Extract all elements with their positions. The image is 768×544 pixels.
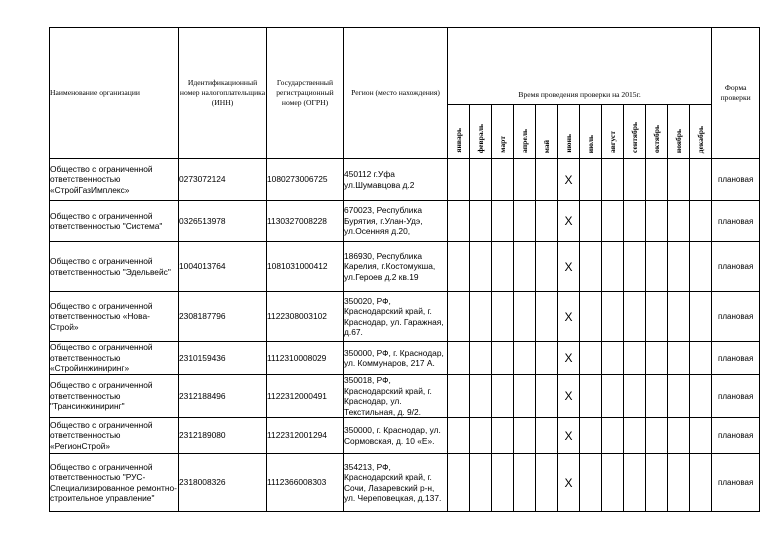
month-cell bbox=[690, 454, 712, 512]
month-cell bbox=[448, 159, 470, 201]
month-cell bbox=[624, 375, 646, 418]
month-cell bbox=[668, 292, 690, 342]
header-period: Время проведения проверки на 2015г. bbox=[448, 28, 712, 105]
month-cell bbox=[646, 454, 668, 512]
region-cell: 350020, РФ, Краснодарский край, г. Краснодар, ул. Гаражная, д.67. bbox=[344, 292, 448, 342]
region-cell: 186930, Республика Карелия, г.Костомукша, ул.Героев д.2 кв.19 bbox=[344, 242, 448, 292]
form-cell: плановая bbox=[712, 242, 760, 292]
month-cell bbox=[646, 201, 668, 242]
month-cell bbox=[470, 418, 492, 454]
org-name-cell: Общество с ограниченной ответственностью «РегионСтрой» bbox=[50, 418, 179, 454]
month-cell bbox=[602, 418, 624, 454]
month-header bbox=[558, 105, 580, 159]
month-mark: X bbox=[558, 201, 580, 242]
month-cell bbox=[624, 292, 646, 342]
header-ogrn: Государственный регистрационный номер (ОГРН) bbox=[267, 28, 344, 159]
month-cell bbox=[470, 201, 492, 242]
month-label: август bbox=[608, 130, 617, 153]
month-cell bbox=[492, 201, 514, 242]
month-label: март bbox=[498, 136, 507, 153]
month-label: декабрь bbox=[696, 125, 706, 153]
month-mark: X bbox=[558, 292, 580, 342]
month-cell bbox=[448, 342, 470, 375]
month-cell bbox=[448, 201, 470, 242]
month-header bbox=[536, 105, 558, 159]
month-cell bbox=[624, 159, 646, 201]
month-cell bbox=[514, 454, 536, 512]
ogrn-cell: 1081031000412 bbox=[267, 242, 344, 292]
month-cell bbox=[536, 242, 558, 292]
month-mark: X bbox=[558, 454, 580, 512]
form-cell: плановая bbox=[712, 292, 760, 342]
ogrn-cell: 1080273006725 bbox=[267, 159, 344, 201]
month-cell bbox=[492, 292, 514, 342]
month-cell bbox=[536, 418, 558, 454]
month-label: ноябрь bbox=[674, 128, 683, 153]
month-cell bbox=[580, 159, 602, 201]
month-cell bbox=[602, 375, 624, 418]
month-cell bbox=[690, 418, 712, 454]
month-cell bbox=[602, 242, 624, 292]
region-cell: 350000, РФ, г. Краснодар, ул. Коммунаров, 217 А. bbox=[344, 342, 448, 375]
header-form: Форма проверки bbox=[712, 28, 760, 159]
month-cell bbox=[602, 292, 624, 342]
ogrn-cell: 1122312001294 bbox=[267, 418, 344, 454]
month-cell bbox=[690, 242, 712, 292]
month-cell bbox=[448, 454, 470, 512]
month-cell bbox=[690, 342, 712, 375]
month-cell bbox=[602, 201, 624, 242]
month-cell bbox=[580, 418, 602, 454]
month-header bbox=[448, 105, 470, 159]
month-mark: X bbox=[558, 418, 580, 454]
month-cell bbox=[470, 375, 492, 418]
org-name-cell: Общество с ограниченной ответственностью «Нова-Строй» bbox=[50, 292, 179, 342]
month-cell bbox=[492, 342, 514, 375]
month-cell bbox=[668, 375, 690, 418]
month-cell bbox=[580, 342, 602, 375]
month-cell bbox=[580, 292, 602, 342]
month-cell bbox=[668, 159, 690, 201]
region-cell: 354213, РФ, Краснодарский край, г. Сочи, Лазаревский р-н, ул. Череповецкая, д.137. bbox=[344, 454, 448, 512]
month-cell bbox=[470, 242, 492, 292]
month-header bbox=[690, 105, 712, 159]
month-header bbox=[668, 105, 690, 159]
table-row bbox=[50, 375, 760, 418]
form-cell: плановая bbox=[712, 342, 760, 375]
month-cell bbox=[470, 292, 492, 342]
month-cell bbox=[492, 159, 514, 201]
month-cell bbox=[536, 159, 558, 201]
month-label: январь bbox=[454, 128, 463, 153]
ogrn-cell: 1122312000491 bbox=[267, 375, 344, 418]
month-header bbox=[492, 105, 514, 159]
table-row bbox=[50, 159, 760, 201]
month-header bbox=[646, 105, 668, 159]
region-cell: 350000, г. Краснодар, ул. Сормовская, д. 10 «Е». bbox=[344, 418, 448, 454]
form-cell: плановая bbox=[712, 454, 760, 512]
ogrn-cell: 1112310008029 bbox=[267, 342, 344, 375]
header-inn: Идентификационный номер налогоплательщика (ИНН) bbox=[179, 28, 267, 159]
org-name-cell: Общество с ограниченной ответственностью "РУС-Специализированное ремонтно-строительное управление" bbox=[50, 454, 179, 512]
org-name-cell: Общество с ограниченной ответственностью "Эдельвейс" bbox=[50, 242, 179, 292]
month-cell bbox=[448, 242, 470, 292]
month-cell bbox=[492, 418, 514, 454]
region-cell: 450112 г.Уфа ул.Шумавцова д.2 bbox=[344, 159, 448, 201]
form-cell: плановая bbox=[712, 201, 760, 242]
month-cell bbox=[602, 454, 624, 512]
month-cell bbox=[624, 201, 646, 242]
month-cell bbox=[514, 418, 536, 454]
month-cell bbox=[536, 292, 558, 342]
inn-cell: 2308187796 bbox=[179, 292, 267, 342]
month-cell bbox=[492, 375, 514, 418]
inn-cell: 2310159436 bbox=[179, 342, 267, 375]
org-name-cell: Общество с ограниченной ответственностью «Стройинжиниринг» bbox=[50, 342, 179, 375]
month-cell bbox=[536, 201, 558, 242]
inspection-plan-table bbox=[49, 27, 760, 512]
month-cell bbox=[668, 201, 690, 242]
table-row bbox=[50, 242, 760, 292]
month-cell bbox=[580, 454, 602, 512]
month-mark: X bbox=[558, 242, 580, 292]
month-cell bbox=[580, 201, 602, 242]
month-cell bbox=[580, 242, 602, 292]
month-cell bbox=[602, 159, 624, 201]
month-header bbox=[470, 105, 492, 159]
table-row bbox=[50, 454, 760, 512]
form-cell: плановая bbox=[712, 418, 760, 454]
month-cell bbox=[470, 454, 492, 512]
ogrn-cell: 1122308003102 bbox=[267, 292, 344, 342]
month-cell bbox=[492, 454, 514, 512]
inn-cell: 2318008326 bbox=[179, 454, 267, 512]
month-cell bbox=[690, 292, 712, 342]
month-cell bbox=[624, 242, 646, 292]
month-cell bbox=[514, 242, 536, 292]
month-cell bbox=[602, 342, 624, 375]
month-mark: X bbox=[558, 342, 580, 375]
inn-cell: 1004013764 bbox=[179, 242, 267, 292]
month-cell bbox=[514, 159, 536, 201]
inn-cell: 0273072124 bbox=[179, 159, 267, 201]
month-label: апрель bbox=[520, 129, 529, 153]
month-cell bbox=[448, 418, 470, 454]
month-cell bbox=[448, 292, 470, 342]
month-label: сентябрь bbox=[630, 122, 639, 153]
table-row bbox=[50, 418, 760, 454]
month-label: июнь bbox=[564, 134, 573, 153]
ogrn-cell: 1112366008303 bbox=[267, 454, 344, 512]
month-cell bbox=[470, 159, 492, 201]
month-cell bbox=[646, 159, 668, 201]
month-header bbox=[624, 105, 646, 159]
month-cell bbox=[514, 375, 536, 418]
month-label: октябрь bbox=[652, 125, 661, 153]
table-row bbox=[50, 292, 760, 342]
month-cell bbox=[646, 292, 668, 342]
month-cell bbox=[624, 418, 646, 454]
month-cell bbox=[668, 454, 690, 512]
month-cell bbox=[514, 201, 536, 242]
table-body bbox=[50, 159, 760, 512]
org-name-cell: Общество с ограниченной ответственностью "Система" bbox=[50, 201, 179, 242]
month-header bbox=[514, 105, 536, 159]
month-cell bbox=[470, 342, 492, 375]
month-label: май bbox=[542, 139, 551, 153]
region-cell: 670023, Республика Бурятия, г.Улан-Удэ, ул.Осенняя д.20, bbox=[344, 201, 448, 242]
month-cell bbox=[646, 342, 668, 375]
month-cell bbox=[514, 292, 536, 342]
month-mark: X bbox=[558, 375, 580, 418]
month-label: июль bbox=[586, 134, 595, 153]
org-name-cell: Общество с ограниченной ответственностью «СтройГазИмплекс» bbox=[50, 159, 179, 201]
month-header bbox=[580, 105, 602, 159]
month-cell bbox=[536, 454, 558, 512]
form-cell: плановая bbox=[712, 375, 760, 418]
region-cell: 350018, РФ, Краснодарский край, г. Краснодар, ул. Текстильная, д. 9/2. bbox=[344, 375, 448, 418]
month-header bbox=[602, 105, 624, 159]
month-cell bbox=[690, 159, 712, 201]
header-region: Регион (место нахождения) bbox=[344, 28, 448, 159]
header-org: Наименование организации bbox=[50, 28, 179, 159]
table-row bbox=[50, 342, 760, 375]
month-cell bbox=[668, 418, 690, 454]
month-cell bbox=[514, 342, 536, 375]
month-cell bbox=[668, 242, 690, 292]
form-cell: плановая bbox=[712, 159, 760, 201]
month-cell bbox=[690, 201, 712, 242]
month-cell bbox=[646, 375, 668, 418]
month-mark: X bbox=[558, 159, 580, 201]
ogrn-cell: 1130327008228 bbox=[267, 201, 344, 242]
month-cell bbox=[624, 342, 646, 375]
month-cell bbox=[580, 375, 602, 418]
inn-cell: 2312188496 bbox=[179, 375, 267, 418]
inn-cell: 2312189080 bbox=[179, 418, 267, 454]
org-name-cell: Общество с ограниченной ответственностью "Трансинжиниринг" bbox=[50, 375, 179, 418]
month-cell bbox=[646, 242, 668, 292]
inn-cell: 0326513978 bbox=[179, 201, 267, 242]
month-label: февраль bbox=[476, 123, 485, 153]
month-cell bbox=[536, 342, 558, 375]
month-cell bbox=[690, 375, 712, 418]
month-cell bbox=[624, 454, 646, 512]
table-row bbox=[50, 201, 760, 242]
month-cell bbox=[448, 375, 470, 418]
month-cell bbox=[646, 418, 668, 454]
month-cell bbox=[536, 375, 558, 418]
month-cell bbox=[668, 342, 690, 375]
month-cell bbox=[492, 242, 514, 292]
